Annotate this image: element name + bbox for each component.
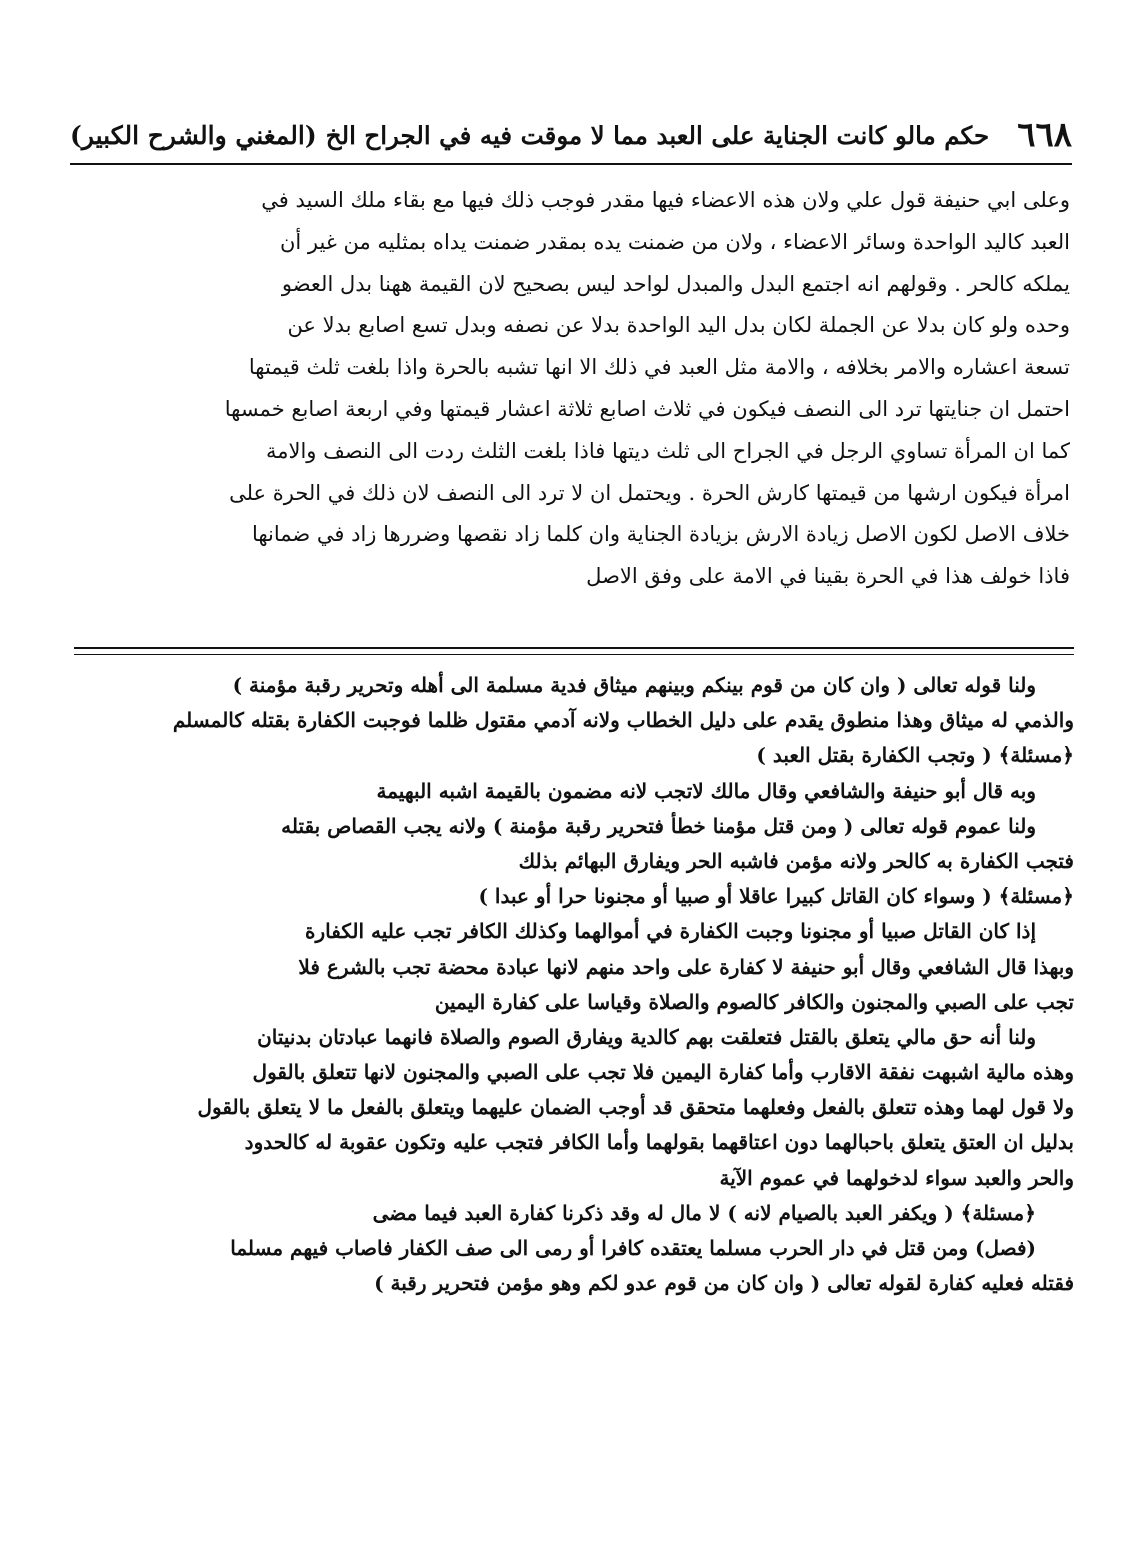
text-line: تجب على الصبي والمجنون والكافر كالصوم والصلاة وقياسا على كفارة اليمين	[434, 989, 1074, 1014]
text-line: فقتله فعليه كفارة لقوله تعالى ( وان كان من قوم عدو لكم وهو مؤمن فتحرير رقبة )	[374, 1271, 1074, 1296]
text-line: كما ان المرأة تساوي الرجل في الجراح الى ثلث ديتها فاذا بلغت الثلث ردت الى النصف والامة	[265, 438, 1070, 463]
page-number: ٦٦٨	[1017, 115, 1072, 155]
text-line: ولنا قوله تعالى ( وان كان من قوم بينكم وبينهم ميثاق فدية مسلمة الى أهله وتحرير رقبة مؤمنة )	[232, 673, 1036, 697]
text-line: إذا كان القاتل صبيا أو مجنونا وجبت الكفارة في أموالهما وكذلك الكافر تجب عليه الكفارة	[305, 919, 1036, 944]
page-header	[70, 110, 1072, 160]
text-line: يملكه كالحر . وقولهم انه اجتمع البدل والمبدل لواحد ليس بصحيح لان القيمة ههنا بدل العضو	[281, 271, 1070, 296]
header-rule	[70, 163, 1072, 165]
text-line: وبه قال أبو حنيفة والشافعي وقال مالك لاتجب لانه مضمون بالقيمة اشبه البهيمة	[376, 778, 1036, 803]
text-line: فاذا خولف هذا في الحرة بقينا في الامة على وفق الاصل	[586, 564, 1070, 589]
text-line: بدليل ان العتق يتعلق باحبالهما دون اعتاقهما بقولهما وأما الكافر فتجب عليه وتكون عقوبة له كالحدود	[244, 1130, 1074, 1155]
section-divider	[74, 647, 1074, 655]
text-line: فتجب الكفارة به كالحر ولانه مؤمن فاشبه الحر ويفارق البهائم بذلك	[518, 848, 1074, 873]
text-line: وهذه مالية اشبهت نفقة الاقارب وأما كفارة اليمين فلا تجب على الصبي والمجنون لانها تتعلق بالقول	[252, 1060, 1074, 1085]
text-line: (فصل) ومن قتل في دار الحرب مسلما يعتقده كافرا أو رمى الى صف الكفار فاصاب فيهم مسلما	[230, 1236, 1036, 1260]
text-line: تسعة اعشاره والامر بخلافه ، والامة مثل العبد في ذلك الا انها تشبه بالحرة واذا بلغت ثلث قيمتها	[248, 355, 1070, 380]
text-line: ولا قول لهما وهذه تتعلق بالفعل وفعلهما متحقق قد أوجب الضمان عليهما ويتعلق بالفعل ما لا يتعلق بالقول	[197, 1095, 1074, 1120]
book-title: (المغني والشرح الكبير)	[70, 120, 317, 150]
sharh-section	[74, 180, 1070, 598]
text-line: والحر والعبد سواء لدخولهما في عموم الآية	[719, 1165, 1074, 1190]
running-title: حكم مالو كانت الجناية على العبد مما لا موقت فيه في الجراح الخ	[325, 120, 990, 150]
text-line: ﴿مسئلة﴾ ( وتجب الكفارة بقتل العبد )	[756, 743, 1074, 768]
text-line: ﴿مسئلة﴾ ( وسواء كان القاتل كبيرا عاقلا أو صبيا أو مجنونا حرا أو عبدا )	[478, 884, 1074, 909]
mughni-section	[74, 668, 1074, 1301]
text-line: ولنا عموم قوله تعالى ( ومن قتل مؤمنا خطأ فتحرير رقبة مؤمنة ) ولانه يجب القصاص بقتله	[281, 813, 1036, 838]
text-line: وعلى ابي حنيفة قول علي ولان هذه الاعضاء فيها مقدر فوجب ذلك فيها مع بقاء ملك السيد في	[261, 188, 1070, 212]
text-line: وبهذا قال الشافعي وقال أبو حنيفة لا كفارة على واحد منهم لانها عبادة محضة تجب بالشرع فلا	[298, 954, 1074, 979]
text-line: والذمي له ميثاق وهذا منطوق يقدم على دليل الخطاب ولانه آدمي مقتول ظلما فوجبت الكفارة بقتله كالمسلم	[172, 708, 1074, 733]
text-line: ﴿مسئلة﴾ ( ويكفر العبد بالصيام لانه ) لا مال له وقد ذكرنا كفارة العبد فيما مضى	[372, 1200, 1036, 1225]
text-line: وحده ولو كان بدلا عن الجملة لكان بدل اليد الواحدة بدلا عن نصفه وبدل تسع اصابع بدلا عن	[287, 313, 1070, 338]
text-line: ولنا أنه حق مالي يتعلق بالقتل فتعلقت بهم كالدية ويفارق الصوم والصلاة فانهما عبادتان بدنيتان	[257, 1024, 1036, 1049]
text-line: العبد كاليد الواحدة وسائر الاعضاء ، ولان من ضمنت يده بمقدر ضمنت يداه بمثليه من غير أن	[279, 229, 1070, 254]
text-line: احتمل ان جنايتها ترد الى النصف فيكون في ثلاث اصابع ثلاثة اعشار قيمتها وفي اربعة اصابع خمسها	[224, 396, 1070, 421]
text-line: خلاف الاصل لكون الاصل زيادة الارش بزيادة الجناية وان كلما زاد نقصها وضررها زاد في ضمانها	[251, 522, 1070, 547]
text-line: امرأة فيكون ارشها من قيمتها كارش الحرة . ويحتمل ان لا ترد الى النصف لان ذلك في الحرة على	[229, 480, 1070, 505]
